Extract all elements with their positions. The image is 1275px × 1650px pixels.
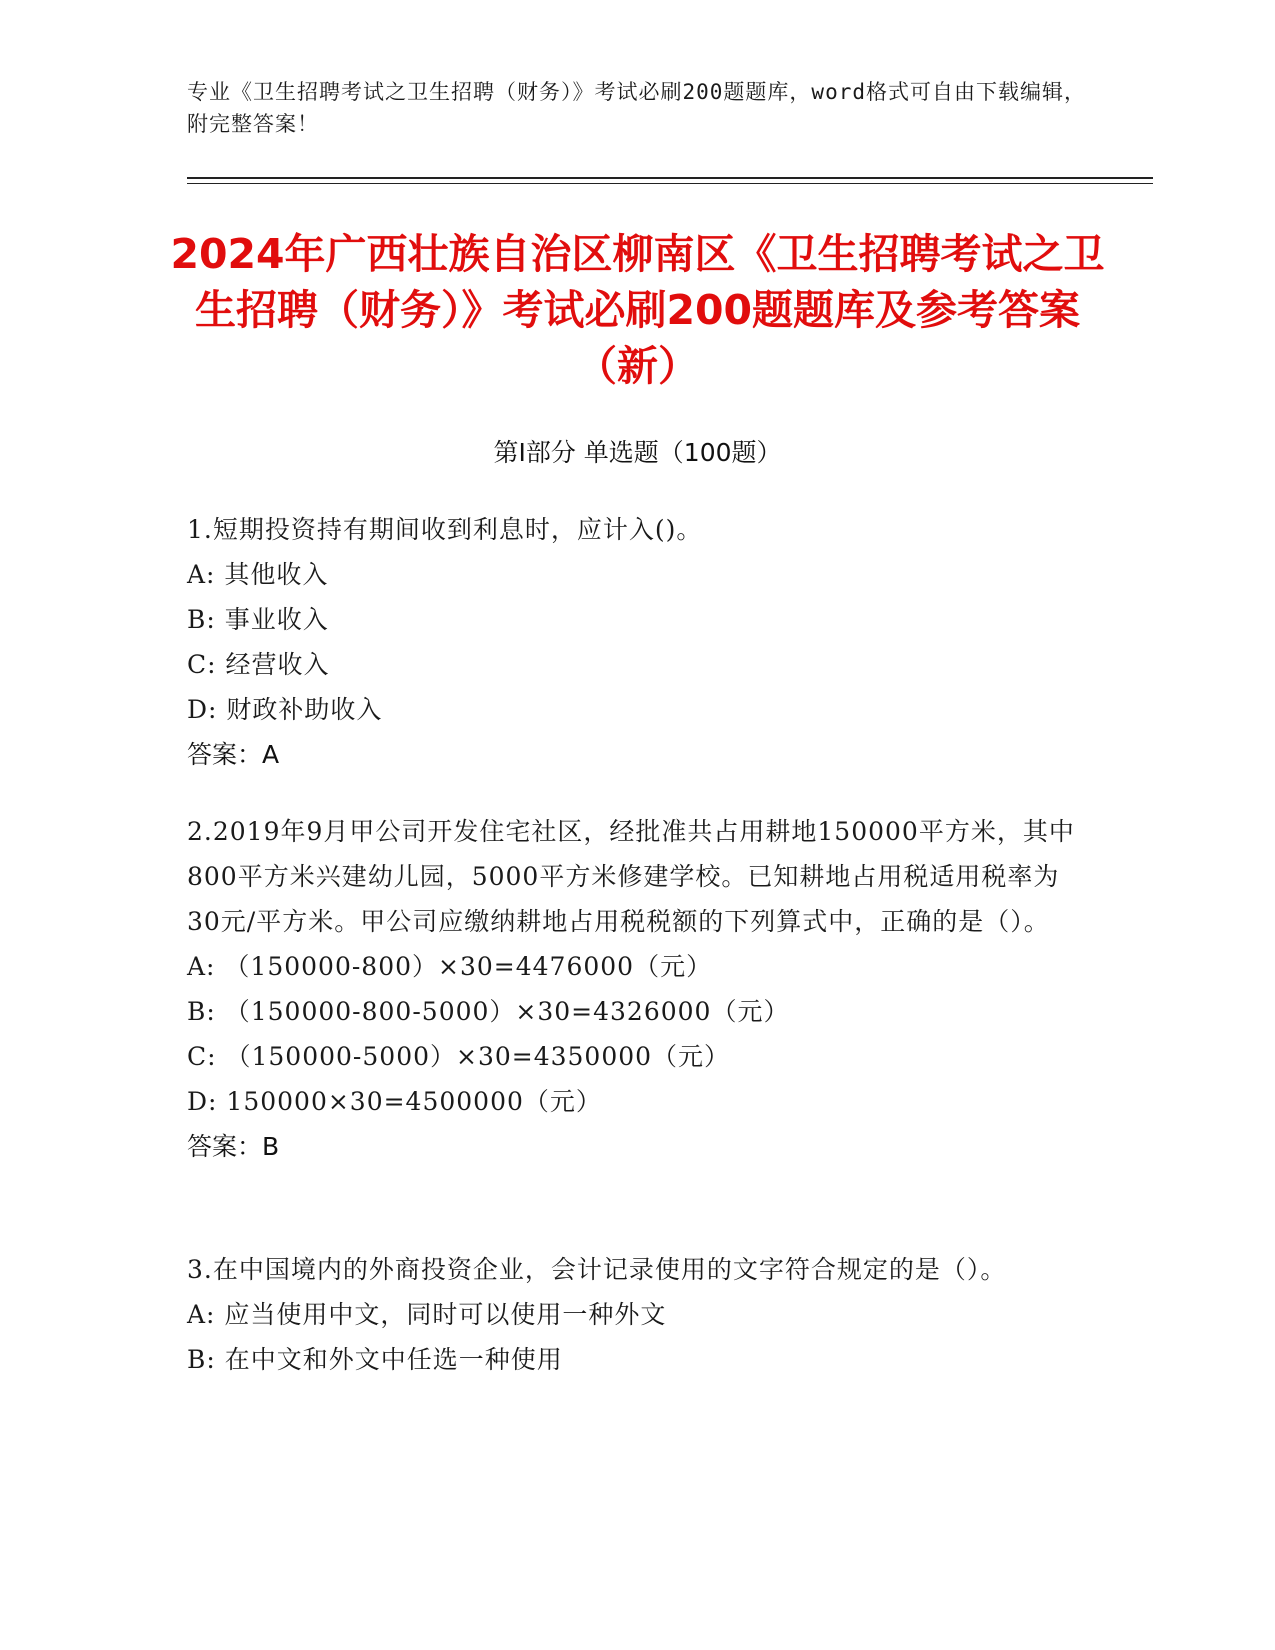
question-1: [187, 507, 1087, 777]
option-b: B: 在中文和外文中任选一种使用: [187, 1345, 563, 1374]
option-d: D: 财政补助收入: [187, 695, 383, 724]
answer: 答案：A: [187, 740, 280, 769]
option-a: A: 应当使用中文，同时可以使用一种外文: [187, 1300, 667, 1329]
question-stem: 3.在中国境内的外商投资企业，会计记录使用的文字符合规定的是（）。: [187, 1255, 1007, 1284]
option-d: D: 150000×30=4500000（元）: [187, 1087, 602, 1116]
option-c: C: （150000-5000）×30=4350000（元）: [187, 1042, 731, 1071]
option-b: B: （150000-800-5000）×30=4326000（元）: [187, 997, 790, 1026]
section-title: 第I部分 单选题（100题）: [493, 438, 782, 467]
document-title: 2024年广西壮族自治区柳南区《卫生招聘考试之卫生招聘（财务）》考试必刷200题题库及参考答案（新）: [170, 230, 1105, 390]
header-note: 专业《卫生招聘考试之卫生招聘（财务）》考试必刷200题题库，word格式可自由下载编辑，附完整答案！: [187, 80, 1086, 136]
question-2: [187, 809, 1087, 1169]
question-3: [187, 1247, 1087, 1382]
option-a: A: （150000-800）×30=4476000（元）: [187, 952, 713, 981]
option-a: A: 其他收入: [187, 560, 329, 589]
answer: 答案：B: [187, 1132, 280, 1161]
header-divider-thick: [187, 177, 1153, 179]
option-b: B: 事业收入: [187, 605, 329, 634]
question-stem: 1.短期投资持有期间收到利息时，应计入()。: [187, 515, 703, 544]
header-divider-thin: [187, 183, 1153, 184]
question-stem: 2.2019年9月甲公司开发住宅社区，经批准共占用耕地150000平方米，其中800平方米兴建幼儿园，5000平方米修建学校。已知耕地占用税适用税率为30元/平方米。甲公司应缴纳耕地占用税税额的下列算式中，正确的是（）。: [187, 817, 1075, 936]
option-c: C: 经营收入: [187, 650, 330, 679]
